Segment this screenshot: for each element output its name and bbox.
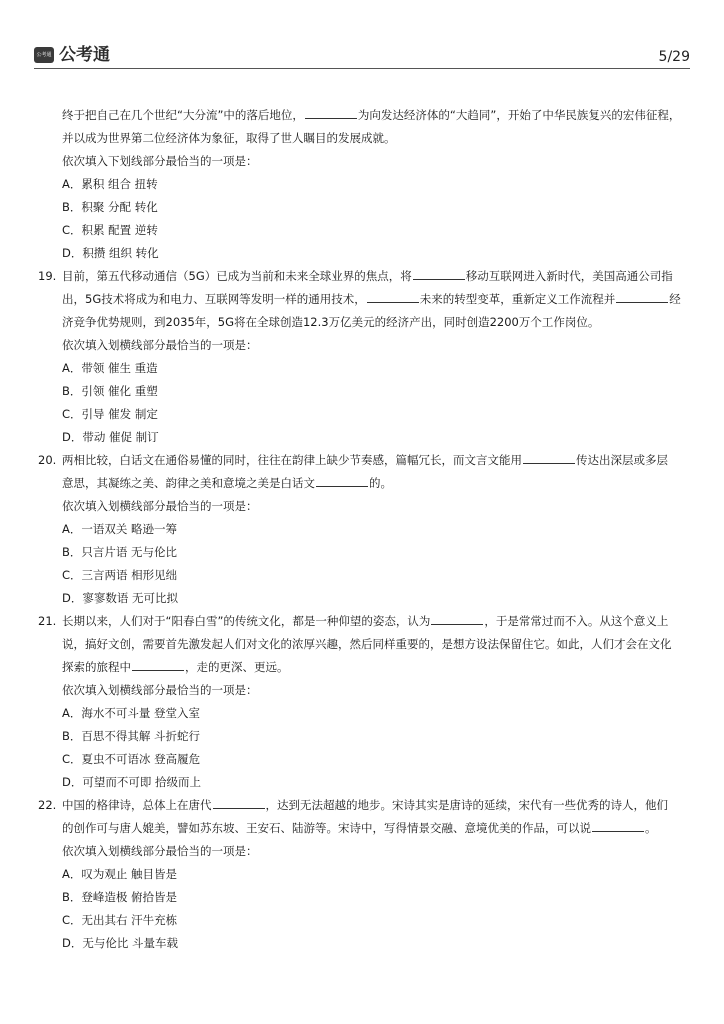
fill-blank: [616, 289, 668, 303]
fill-blank: [367, 289, 419, 303]
page-number: 5/29: [658, 49, 690, 65]
question-22: [38, 794, 690, 955]
question-text-line: 并以成为世界第二位经济体为象征，取得了世人瞩目的发展成就。: [62, 131, 396, 145]
option-d: D．可望而不可即 拾级而上: [62, 775, 202, 789]
question-prompt: 依次填入划横线部分最恰当的一项是：: [62, 844, 258, 858]
document-body: [38, 104, 690, 955]
option-a: A．一语双关 略逊一筹: [62, 522, 178, 536]
question-text-line: 济竞争优势规则，到2035年，5G将在全球创造12.3万亿美元的经济产出，同时创造2200万个工作岗位。: [62, 315, 600, 329]
option-b: B．只言片语 无与伦比: [62, 545, 178, 559]
option-a: A．叹为观止 触目皆是: [62, 867, 178, 881]
logo-text: 公考通: [59, 45, 110, 65]
question-text-line: 19. 目前，第五代移动通信（5G）已成为当前和未来全球业界的焦点，将 移动互联网进入新时代，美国高通公司指: [38, 265, 690, 288]
question-prompt: 依次填入划横线部分最恰当的一项是：: [62, 683, 258, 697]
option-b: B．百思不得其解 斗折蛇行: [62, 729, 201, 743]
question-text-line: 说，搞好文创，需要首先激发起人们对文化的浓厚兴趣，然后同样重要的，是想方设法保留住它。如此，人们才会在文化: [62, 637, 672, 651]
option-c: C．夏虫不可语冰 登高履危: [62, 752, 201, 766]
fill-blank: [592, 818, 644, 832]
question-number: 20.: [38, 453, 57, 467]
fill-blank: [413, 266, 465, 280]
option-d: D．寥寥数语 无可比拟: [62, 591, 179, 605]
question-text-line: 意思，其凝练之美、韵律之美和意境之美是白话文 的。: [38, 472, 690, 495]
fill-blank: [523, 450, 575, 464]
option-d: D．带动 催促 制订: [62, 430, 159, 444]
question-text-line: 21. 长期以来，人们对于“阳春白雪”的传统文化，都是一种仰望的姿态，认为 ，于是常常过而不入。从这个意义上: [38, 610, 690, 633]
fill-blank: [213, 795, 265, 809]
question-prompt: 依次填入下划线部分最恰当的一项是：: [62, 154, 258, 168]
question-number: 21.: [38, 614, 57, 628]
fill-blank: [132, 657, 184, 671]
option-c: C．引导 催发 制定: [62, 407, 158, 421]
option-c: C．三言两语 相形见绌: [62, 568, 178, 582]
option-a: A．带领 催生 重造: [62, 361, 158, 375]
option-a: A．海水不可斗量 登堂入室: [62, 706, 201, 720]
option-c: C．积累 配置 逆转: [62, 223, 158, 237]
option-d: D．积攒 组织 转化: [62, 246, 159, 260]
question-number: 19.: [38, 269, 57, 283]
fill-blank: [305, 105, 357, 119]
question-prompt: 依次填入划横线部分最恰当的一项是：: [62, 338, 258, 352]
question-prompt: 依次填入划横线部分最恰当的一项是：: [62, 499, 258, 513]
fill-blank: [316, 473, 368, 487]
question-text-line: 探索的旅程中 ，走的更深、更远。: [38, 656, 690, 679]
question-18-continuation: [38, 104, 690, 265]
question-20: [38, 449, 690, 610]
header-divider: [34, 68, 690, 69]
page-header: [34, 44, 690, 70]
option-a: A．累积 组合 扭转: [62, 177, 158, 191]
question-text-line: 终于把自己在几个世纪“大分流”中的落后地位， 为向发达经济体的“大趋同”，开始了中华民族复兴的宏伟征程，: [38, 104, 690, 127]
logo-icon: 公考通: [34, 47, 54, 63]
question-text-line: 22. 中国的格律诗，总体上在唐代 ，达到无法超越的地步。宋诗其实是唐诗的延续，宋代有一些优秀的诗人，他们: [38, 794, 690, 817]
option-b: B．积聚 分配 转化: [62, 200, 158, 214]
question-text-line: 出，5G技术将成为和电力、互联网等发明一样的通用技术， 未来的转型变革，重新定义工作流程并 经: [38, 288, 690, 311]
option-b: B．登峰造极 俯拾皆是: [62, 890, 178, 904]
fill-blank: [431, 611, 483, 625]
question-19: [38, 265, 690, 449]
option-b: B．引领 催化 重塑: [62, 384, 158, 398]
question-21: [38, 610, 690, 794]
question-text-line: 的创作可与唐人媲美，譬如苏东坡、王安石、陆游等。宋诗中，写得情景交融、意境优美的作品，可以说 。: [38, 817, 690, 840]
question-text-line: 20. 两相比较，白话文在通俗易懂的同时，往往在韵律上缺少节奏感，篇幅冗长，而文言文能用 传达出深层或多层: [38, 449, 690, 472]
option-d: D．无与伦比 斗量车载: [62, 936, 179, 950]
question-number: 22.: [38, 798, 57, 812]
option-c: C．无出其右 汗牛充栋: [62, 913, 178, 927]
